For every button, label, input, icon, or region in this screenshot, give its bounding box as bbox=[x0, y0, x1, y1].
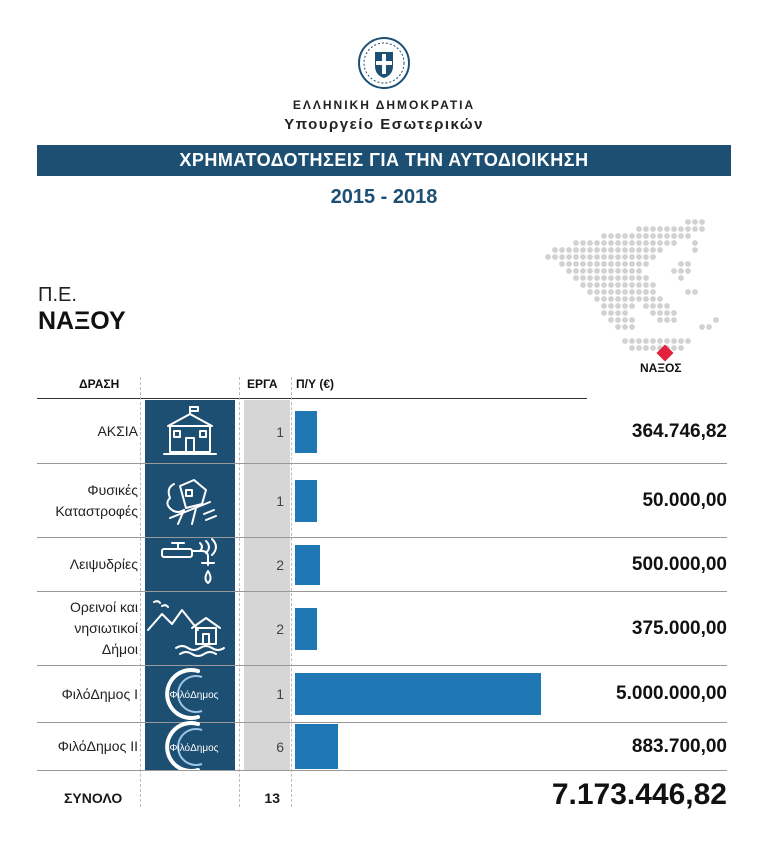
map-dot bbox=[650, 303, 656, 309]
total-projects: 13 bbox=[264, 790, 280, 806]
map-dot bbox=[587, 268, 593, 274]
map-dot bbox=[580, 261, 586, 267]
map-dot bbox=[685, 289, 691, 295]
map-dot bbox=[587, 247, 593, 253]
map-dot bbox=[636, 345, 642, 351]
map-dot bbox=[601, 282, 607, 288]
map-dot bbox=[636, 275, 642, 281]
projects-count: 2 bbox=[276, 620, 284, 637]
map-dot bbox=[657, 296, 663, 302]
map-dot bbox=[629, 282, 635, 288]
map-dot bbox=[636, 261, 642, 267]
header-action: ΔΡΑΣΗ bbox=[79, 377, 120, 391]
map-dot bbox=[678, 338, 684, 344]
map-dot bbox=[657, 233, 663, 239]
map-dot bbox=[650, 289, 656, 295]
map-dot bbox=[671, 268, 677, 274]
budget-bar bbox=[295, 480, 317, 522]
map-dot bbox=[573, 240, 579, 246]
map-dot bbox=[601, 247, 607, 253]
map-dot bbox=[622, 310, 628, 316]
map-dot bbox=[622, 289, 628, 295]
map-dot bbox=[629, 303, 635, 309]
map-dot bbox=[706, 324, 712, 330]
map-dot bbox=[671, 310, 677, 316]
map-dot bbox=[629, 296, 635, 302]
map-dot bbox=[580, 240, 586, 246]
map-dot bbox=[678, 226, 684, 232]
map-dot bbox=[601, 289, 607, 295]
map-dot bbox=[657, 240, 663, 246]
map-dot bbox=[594, 275, 600, 281]
map-dot bbox=[615, 324, 621, 330]
map-dot bbox=[622, 324, 628, 330]
map-dot bbox=[608, 247, 614, 253]
map-dot bbox=[566, 268, 572, 274]
map-dot bbox=[580, 275, 586, 281]
map-dot bbox=[608, 317, 614, 323]
map-dot bbox=[650, 233, 656, 239]
total-label: ΣΥΝΟΛΟ bbox=[64, 790, 123, 806]
main-banner: ΧΡΗΜΑΤΟΔΟΤΗΣΕΙΣ ΓΙΑ ΤΗΝ ΑΥΤΟΔΙΟΙΚΗΣΗ bbox=[37, 145, 731, 176]
map-dot bbox=[671, 233, 677, 239]
map-dot bbox=[573, 268, 579, 274]
map-dot bbox=[650, 282, 656, 288]
map-dot bbox=[615, 240, 621, 246]
total-value: 7.173.446,82 bbox=[551, 778, 727, 811]
map-dot bbox=[650, 254, 656, 260]
map-region-label: ΝΑΞΟΣ bbox=[640, 361, 682, 375]
region-prefix: Π.Ε. bbox=[38, 284, 77, 306]
budget-bar bbox=[295, 608, 317, 650]
map-dot bbox=[608, 268, 614, 274]
map-dot bbox=[629, 261, 635, 267]
map-dot bbox=[685, 338, 691, 344]
map-dot bbox=[685, 268, 691, 274]
map-dot bbox=[664, 338, 670, 344]
map-dot bbox=[594, 261, 600, 267]
map-dot bbox=[622, 233, 628, 239]
map-dot bbox=[650, 310, 656, 316]
map-dot bbox=[671, 345, 677, 351]
budget-value: 50.000,00 bbox=[642, 489, 727, 511]
map-dot bbox=[678, 261, 684, 267]
map-dot bbox=[629, 254, 635, 260]
row-label bbox=[40, 666, 138, 722]
map-dot bbox=[601, 261, 607, 267]
map-dot bbox=[594, 282, 600, 288]
region-name: ΝΑΞΟΥ bbox=[38, 307, 126, 335]
map-dot bbox=[566, 254, 572, 260]
map-dot bbox=[643, 226, 649, 232]
mountain-island-house-icon bbox=[145, 592, 235, 665]
map-dot bbox=[643, 233, 649, 239]
map-dot bbox=[622, 254, 628, 260]
map-dot bbox=[636, 226, 642, 232]
map-dot bbox=[664, 303, 670, 309]
row-label bbox=[40, 400, 138, 463]
map-dot bbox=[699, 219, 705, 225]
budget-bar bbox=[295, 545, 320, 585]
map-dot bbox=[615, 310, 621, 316]
map-dot bbox=[573, 254, 579, 260]
map-dot bbox=[594, 296, 600, 302]
map-dot bbox=[643, 289, 649, 295]
projects-count: 1 bbox=[276, 492, 284, 509]
map-dot bbox=[608, 261, 614, 267]
map-dot bbox=[608, 289, 614, 295]
map-dot bbox=[650, 296, 656, 302]
map-dot bbox=[601, 254, 607, 260]
map-dot bbox=[622, 247, 628, 253]
map-dot bbox=[636, 289, 642, 295]
row-label-line: Δήμοι bbox=[101, 641, 138, 657]
map-dot bbox=[601, 268, 607, 274]
map-dot bbox=[622, 275, 628, 281]
ministry-title: Υπουργείο Εσωτερικών bbox=[284, 116, 484, 133]
map-dot bbox=[608, 310, 614, 316]
map-dot bbox=[615, 254, 621, 260]
map-dot bbox=[657, 303, 663, 309]
budget-value: 5.000.000,00 bbox=[616, 683, 727, 704]
map-dot bbox=[678, 345, 684, 351]
map-dot bbox=[587, 261, 593, 267]
greece-dot-map bbox=[540, 212, 740, 412]
map-dot bbox=[608, 275, 614, 281]
map-dot bbox=[615, 268, 621, 274]
greek-emblem-icon bbox=[357, 36, 411, 90]
map-dot bbox=[608, 282, 614, 288]
row-label-line: ΦιλόΔημος Ι bbox=[61, 685, 138, 702]
map-dot bbox=[615, 247, 621, 253]
map-dot bbox=[643, 247, 649, 253]
map-dot bbox=[671, 226, 677, 232]
map-dot bbox=[622, 261, 628, 267]
row-label bbox=[40, 723, 138, 770]
government-title: ΕΛΛΗΝΙΚΗ ΔΗΜΟΚΡΑΤΙΑ bbox=[292, 98, 476, 112]
projects-count: 6 bbox=[276, 738, 284, 755]
map-dot bbox=[643, 345, 649, 351]
column-divider bbox=[140, 377, 141, 807]
map-dot bbox=[580, 254, 586, 260]
map-dot bbox=[608, 296, 614, 302]
map-dot bbox=[594, 268, 600, 274]
map-dot bbox=[636, 233, 642, 239]
map-dot bbox=[622, 268, 628, 274]
filodimos-logo-text: ΦιλόΔημος bbox=[169, 690, 219, 701]
town-hall-icon bbox=[145, 400, 235, 463]
map-dot bbox=[587, 282, 593, 288]
map-dot bbox=[692, 247, 698, 253]
map-dot bbox=[622, 317, 628, 323]
map-dot bbox=[664, 240, 670, 246]
map-dot bbox=[587, 254, 593, 260]
map-dot bbox=[580, 268, 586, 274]
row-label-line: Ορεινοί και bbox=[69, 599, 138, 615]
map-dot bbox=[552, 254, 558, 260]
map-dot bbox=[608, 303, 614, 309]
projects-count: 1 bbox=[276, 686, 284, 702]
map-dot bbox=[657, 317, 663, 323]
map-dot bbox=[601, 296, 607, 302]
header-projects: ΕΡΓΑ bbox=[247, 377, 278, 391]
map-dot bbox=[713, 317, 719, 323]
map-dot bbox=[643, 303, 649, 309]
map-dot bbox=[636, 240, 642, 246]
map-dot bbox=[678, 233, 684, 239]
projects-count: 1 bbox=[276, 423, 284, 440]
header-divider bbox=[37, 398, 587, 399]
map-dot bbox=[629, 289, 635, 295]
map-dot bbox=[573, 261, 579, 267]
map-dot bbox=[657, 226, 663, 232]
map-dot bbox=[594, 289, 600, 295]
map-dot bbox=[622, 296, 628, 302]
map-dot bbox=[615, 317, 621, 323]
map-dot bbox=[608, 254, 614, 260]
map-dot bbox=[559, 254, 565, 260]
map-dot bbox=[657, 338, 663, 344]
map-dot bbox=[622, 240, 628, 246]
map-dot bbox=[643, 282, 649, 288]
row-label bbox=[40, 538, 138, 591]
column-divider bbox=[239, 377, 240, 807]
map-dot bbox=[629, 240, 635, 246]
map-dot bbox=[615, 282, 621, 288]
map-dot bbox=[699, 324, 705, 330]
map-dot bbox=[685, 219, 691, 225]
map-dot bbox=[650, 240, 656, 246]
map-dot bbox=[601, 233, 607, 239]
map-dot bbox=[573, 275, 579, 281]
map-dot bbox=[601, 240, 607, 246]
map-dot bbox=[587, 240, 593, 246]
map-dot bbox=[587, 289, 593, 295]
map-dot bbox=[559, 247, 565, 253]
header-budget: Π/Υ (€) bbox=[296, 377, 335, 391]
row-label-line: Καταστροφές bbox=[55, 502, 138, 519]
map-dot bbox=[650, 338, 656, 344]
map-dot bbox=[615, 303, 621, 309]
row-label-line: ΦιλόΔημος ΙΙ bbox=[57, 738, 138, 754]
map-dot bbox=[622, 303, 628, 309]
map-dot bbox=[664, 233, 670, 239]
map-dot bbox=[671, 317, 677, 323]
map-dot bbox=[601, 275, 607, 281]
map-dot bbox=[636, 268, 642, 274]
map-dot bbox=[643, 338, 649, 344]
row-label-line: Λειψυδρίες bbox=[69, 556, 138, 572]
map-dot bbox=[566, 261, 572, 267]
map-dot bbox=[629, 345, 635, 351]
map-dot bbox=[629, 247, 635, 253]
map-dot bbox=[622, 282, 628, 288]
map-dot bbox=[615, 261, 621, 267]
row-label-line: ΑΚΣΙΑ bbox=[97, 423, 138, 439]
map-dot bbox=[636, 296, 642, 302]
row-divider bbox=[37, 770, 727, 771]
map-dot bbox=[699, 226, 705, 232]
map-dot bbox=[559, 261, 565, 267]
map-dot bbox=[636, 254, 642, 260]
budget-bar bbox=[295, 724, 338, 769]
map-dot bbox=[608, 233, 614, 239]
map-dot bbox=[601, 310, 607, 316]
budget-value: 375.000,00 bbox=[631, 617, 727, 639]
map-dot bbox=[664, 310, 670, 316]
map-dot bbox=[629, 338, 635, 344]
filodimos-logo-text: ΦιλόΔημος bbox=[169, 742, 219, 754]
budget-value: 500.000,00 bbox=[631, 553, 727, 575]
row-label bbox=[40, 592, 138, 665]
budget-value: 883.700,00 bbox=[631, 735, 727, 757]
map-dot bbox=[685, 233, 691, 239]
map-dot bbox=[650, 247, 656, 253]
map-dot bbox=[692, 289, 698, 295]
map-dot bbox=[643, 275, 649, 281]
map-dot bbox=[643, 240, 649, 246]
map-dot bbox=[580, 247, 586, 253]
map-dot bbox=[636, 338, 642, 344]
map-dot bbox=[594, 254, 600, 260]
budget-bar bbox=[295, 411, 317, 453]
budget-value: 364.746,82 bbox=[631, 420, 727, 442]
map-dot bbox=[615, 233, 621, 239]
map-dot bbox=[692, 240, 698, 246]
filodimos-logo-icon bbox=[145, 723, 235, 770]
water-tap-icon bbox=[145, 538, 235, 591]
row-label bbox=[40, 464, 138, 537]
map-dot bbox=[671, 338, 677, 344]
map-dot bbox=[573, 247, 579, 253]
map-dot bbox=[608, 240, 614, 246]
filodimos-logo-icon bbox=[145, 666, 235, 722]
map-dot bbox=[636, 247, 642, 253]
column-divider bbox=[291, 377, 292, 807]
map-dot bbox=[664, 226, 670, 232]
map-dot bbox=[685, 226, 691, 232]
map-dot bbox=[692, 226, 698, 232]
map-dot bbox=[629, 275, 635, 281]
map-dot bbox=[678, 268, 684, 274]
map-dot bbox=[671, 240, 677, 246]
map-dot bbox=[601, 303, 607, 309]
map-dot bbox=[643, 261, 649, 267]
map-dot bbox=[657, 310, 663, 316]
projects-count: 2 bbox=[276, 556, 284, 573]
map-dot bbox=[643, 254, 649, 260]
map-dot bbox=[615, 296, 621, 302]
map-dot bbox=[657, 247, 663, 253]
map-dot bbox=[629, 233, 635, 239]
map-dot bbox=[685, 261, 691, 267]
map-dot bbox=[566, 247, 572, 253]
map-dot bbox=[692, 219, 698, 225]
map-dot bbox=[615, 275, 621, 281]
map-dot bbox=[629, 324, 635, 330]
landslide-house-icon bbox=[145, 464, 235, 537]
map-dot bbox=[587, 275, 593, 281]
map-dot bbox=[636, 282, 642, 288]
map-dot bbox=[615, 289, 621, 295]
map-dot bbox=[622, 338, 628, 344]
map-dot bbox=[545, 254, 551, 260]
map-dot bbox=[594, 240, 600, 246]
map-dot bbox=[594, 247, 600, 253]
map-dot bbox=[643, 296, 649, 302]
map-dot bbox=[629, 317, 635, 323]
map-dot bbox=[678, 275, 684, 281]
map-dot bbox=[650, 345, 656, 351]
map-dot bbox=[664, 317, 670, 323]
map-dot bbox=[650, 226, 656, 232]
map-dot bbox=[629, 268, 635, 274]
map-dot bbox=[580, 282, 586, 288]
period-label: 2015 - 2018 bbox=[330, 186, 438, 208]
row-label-line: νησιωτικοί bbox=[74, 620, 138, 636]
row-label-line: Φυσικές bbox=[87, 481, 138, 498]
map-dot bbox=[552, 247, 558, 253]
